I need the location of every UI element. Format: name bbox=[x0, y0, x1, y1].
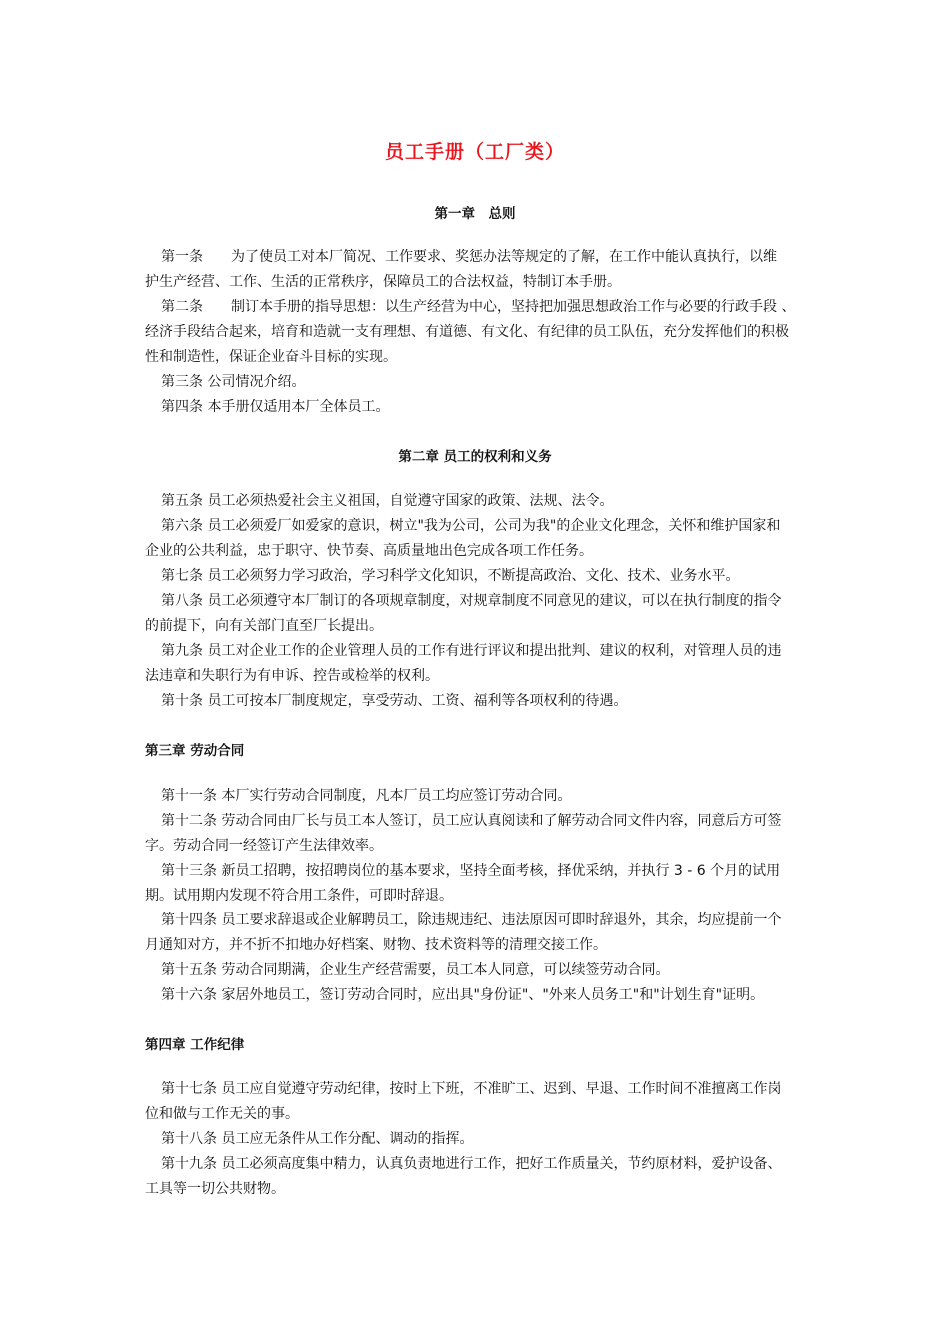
document-title: 员工手册（工厂类） bbox=[384, 141, 565, 163]
paragraph-line: 月通知对方，并不折不扣地办好档案、财物、技术资料等的清理交接工作。 bbox=[145, 937, 607, 953]
paragraph-line: 第五条 员工必须热爱社会主义祖国，自觉遵守国家的政策、法规、法令。 bbox=[161, 493, 614, 509]
paragraph-line: 企业的公共利益，忠于职守、快节奏、高质量地出色完成各项工作任务。 bbox=[145, 543, 593, 559]
paragraph-line: 护生产经营、工作、生活的正常秩序，保障员工的合法权益，特制订本手册。 bbox=[145, 274, 621, 290]
paragraph-line: 工具等一切公共财物。 bbox=[145, 1181, 285, 1197]
paragraph-line: 第十六条 家居外地员工，签订劳动合同时，应出具"身份证"、"外来人员务工"和"计划生育"证明。 bbox=[161, 987, 765, 1003]
chapter-2-heading: 第二章 员工的权利和义务 bbox=[398, 449, 552, 465]
paragraph-line: 第十八条 员工应无条件从工作分配、调动的指挥。 bbox=[161, 1131, 474, 1147]
paragraph-line: 第八条 员工必须遵守本厂制订的各项规章制度，对规章制度不同意见的建议，可以在执行制度的指令 bbox=[161, 593, 782, 609]
paragraph-line: 字。劳动合同一经签订产生法律效率。 bbox=[145, 838, 383, 854]
paragraph-line: 第二条 制订本手册的指导思想：以生产经营为中心，坚持把加强思想政治工作与必要的行政手段 、 bbox=[161, 299, 796, 315]
paragraph-line: 经济手段结合起来，培育和造就一支有理想、有道德、有文化、有纪律的员工队伍，充分发挥他们的积极 bbox=[145, 324, 789, 340]
paragraph-line: 第十一条 本厂实行劳动合同制度，凡本厂员工均应签订劳动合同。 bbox=[161, 788, 572, 804]
chapter-4-heading: 第四章 工作纪律 bbox=[145, 1037, 245, 1053]
paragraph-line: 第十七条 员工应自觉遵守劳动纪律，按时上下班，不准旷工、迟到、早退、工作时间不准擅离工作岗 bbox=[161, 1081, 782, 1097]
paragraph-line: 第十三条 新员工招聘，按招聘岗位的基本要求，坚持全面考核，择优采纳，并执行 3 - 6 个月的试用 bbox=[161, 863, 781, 879]
paragraph-line: 第六条 员工必须爱厂如爱家的意识，树立"我为公司，公司为我"的企业文化理念，关怀和维护国家和 bbox=[161, 518, 781, 534]
paragraph-line: 第十条 员工可按本厂制度规定，享受劳动、工资、福利等各项权利的待遇。 bbox=[161, 693, 628, 709]
paragraph-line: 第七条 员工必须努力学习政治，学习科学文化知识，不断提高政治、文化、技术、业务水平。 bbox=[161, 568, 740, 584]
chapter-1-heading: 第一章 总则 bbox=[434, 206, 516, 222]
paragraph-line: 期。试用期内发现不符合用工条件，可即时辞退。 bbox=[145, 888, 453, 904]
paragraph-line: 位和做与工作无关的事。 bbox=[145, 1106, 299, 1122]
paragraph-line: 的前提下，向有关部门直至厂长提出。 bbox=[145, 618, 383, 634]
paragraph-line: 第一条 为了使员工对本厂简况、工作要求、奖惩办法等规定的了解，在工作中能认真执行，以维 bbox=[161, 249, 777, 265]
paragraph-line: 第十五条 劳动合同期满，企业生产经营需要，员工本人同意，可以续签劳动合同。 bbox=[161, 962, 670, 978]
paragraph-line: 第十二条 劳动合同由厂长与员工本人签订，员工应认真阅读和了解劳动合同文件内容，同意后方可签 bbox=[161, 813, 782, 829]
paragraph-line: 第十四条 员工要求辞退或企业解聘员工，除违规违纪、违法原因可即时辞退外，其余，均应提前一个 bbox=[161, 912, 782, 928]
paragraph-line: 第九条 员工对企业工作的企业管理人员的工作有进行评议和提出批判、建议的权利，对管理人员的违 bbox=[161, 643, 782, 659]
chapter-3-heading: 第三章 劳动合同 bbox=[145, 743, 245, 759]
paragraph-line: 第三条 公司情况介绍。 bbox=[161, 374, 306, 390]
paragraph-line: 性和制造性，保证企业奋斗目标的实现。 bbox=[145, 349, 397, 365]
paragraph-line: 法违章和失职行为有申诉、控告或检举的权利。 bbox=[145, 668, 439, 684]
paragraph-line: 第四条 本手册仅适用本厂全体员工。 bbox=[161, 399, 390, 415]
paragraph-line: 第十九条 员工必须高度集中精力，认真负责地进行工作，把好工作质量关，节约原材料，爱护设备、 bbox=[161, 1156, 782, 1172]
